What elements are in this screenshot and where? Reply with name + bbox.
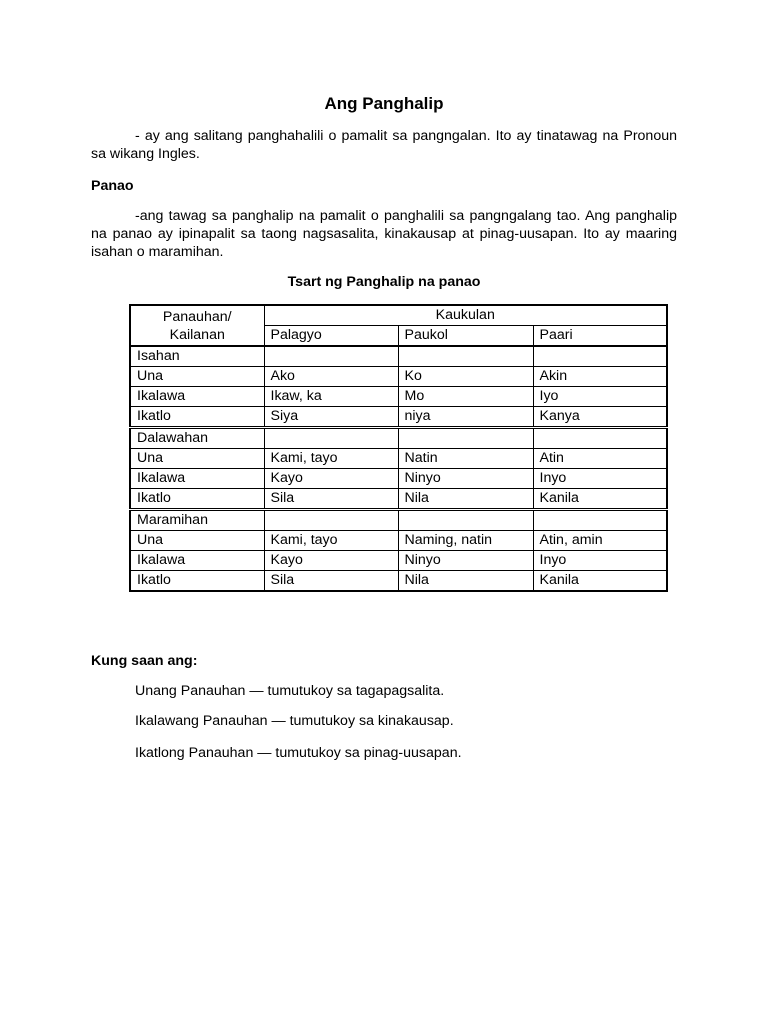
header-palagyo: Palagyo bbox=[264, 326, 398, 347]
document-title: Ang Panghalip bbox=[324, 94, 444, 113]
table-cell: Kanila bbox=[533, 489, 667, 510]
table-cell: Ninyo bbox=[398, 469, 533, 489]
table-cell: Ninyo bbox=[398, 551, 533, 571]
table-cell: Ikalawa bbox=[130, 551, 264, 571]
table-cell: niya bbox=[398, 407, 533, 428]
definition-ikalawang-panauhan: Ikalawang Panauhan — tumutukoy sa kinakausap. bbox=[135, 713, 454, 729]
table-cell: Inyo bbox=[533, 551, 667, 571]
table-cell: Mo bbox=[398, 387, 533, 407]
table-row bbox=[130, 407, 667, 428]
table-cell: Ako bbox=[264, 367, 398, 387]
table-cell: Sila bbox=[264, 489, 398, 510]
table-cell: Ikatlo bbox=[130, 571, 264, 592]
table-cell: Kanila bbox=[533, 571, 667, 592]
header-panauhan-label: Panauhan/ bbox=[162, 308, 232, 325]
table-cell: Ikatlo bbox=[130, 489, 264, 510]
table-cell: Ikatlo bbox=[130, 407, 264, 428]
panao-heading: Panao bbox=[91, 178, 134, 194]
table-cell: Una bbox=[130, 367, 264, 387]
header-panauhan-kailanan bbox=[130, 305, 264, 346]
table-cell: Ikalawa bbox=[130, 469, 264, 489]
table-row bbox=[130, 489, 667, 510]
table-cell: Siya bbox=[264, 407, 398, 428]
group-row-isahan bbox=[130, 346, 667, 367]
table-cell: Una bbox=[130, 531, 264, 551]
table-cell: Naming, natin bbox=[398, 531, 533, 551]
table-cell: Ko bbox=[398, 367, 533, 387]
table-cell: Sila bbox=[264, 571, 398, 592]
group-row-dalawahan bbox=[130, 428, 667, 449]
table-row bbox=[130, 387, 667, 407]
header-paukol: Paukol bbox=[398, 326, 533, 347]
table-cell: Atin bbox=[533, 449, 667, 469]
pronoun-chart-table bbox=[129, 304, 668, 592]
group-label: Maramihan bbox=[130, 510, 264, 531]
header-kailanan-label: Kailanan bbox=[169, 326, 225, 343]
definition-ikatlong-panauhan: Ikatlong Panauhan — tumutukoy sa pinag-uusapan. bbox=[135, 745, 462, 761]
table-cell: Natin bbox=[398, 449, 533, 469]
table-cell: Kayo bbox=[264, 469, 398, 489]
table-cell: Iyo bbox=[533, 387, 667, 407]
table-cell: Una bbox=[130, 449, 264, 469]
table-row bbox=[130, 571, 667, 592]
header-paari: Paari bbox=[533, 326, 667, 347]
header-kaukulan: Kaukulan bbox=[264, 305, 667, 326]
table-row bbox=[130, 449, 667, 469]
table-row bbox=[130, 531, 667, 551]
table-title: Tsart ng Panghalip na panao bbox=[287, 274, 481, 290]
group-label: Dalawahan bbox=[130, 428, 264, 449]
table-cell: Kayo bbox=[264, 551, 398, 571]
group-row-maramihan bbox=[130, 510, 667, 531]
table-cell: Nila bbox=[398, 571, 533, 592]
panao-paragraph: -ang tawag sa panghalip na pamalit o panghalili sa pangngalang tao. Ang panghalip na panao ay ipinapalit sa taong nagsasalita, kinakausap at pinag-uusapan. Ito ay maaring isahan o maramihan. bbox=[91, 208, 677, 260]
table-cell: Nila bbox=[398, 489, 533, 510]
table-cell: Ikalawa bbox=[130, 387, 264, 407]
table-cell: Atin, amin bbox=[533, 531, 667, 551]
intro-paragraph: - ay ang salitang panghahalili o pamalit sa pangngalan. Ito ay tinatawag na Pronoun sa wikang Ingles. bbox=[91, 128, 677, 162]
table-cell: Kanya bbox=[533, 407, 667, 428]
table-row bbox=[130, 367, 667, 387]
definition-unang-panauhan: Unang Panauhan — tumutukoy sa tagapagsalita. bbox=[135, 683, 445, 699]
table-row bbox=[130, 551, 667, 571]
table-cell: Inyo bbox=[533, 469, 667, 489]
table-row bbox=[130, 469, 667, 489]
group-label: Isahan bbox=[130, 346, 264, 367]
kung-saan-heading: Kung saan ang: bbox=[91, 653, 198, 669]
table-cell: Ikaw, ka bbox=[264, 387, 398, 407]
table-cell: Kami, tayo bbox=[264, 531, 398, 551]
table-cell: Akin bbox=[533, 367, 667, 387]
table-cell: Kami, tayo bbox=[264, 449, 398, 469]
table-header-row bbox=[130, 305, 667, 326]
